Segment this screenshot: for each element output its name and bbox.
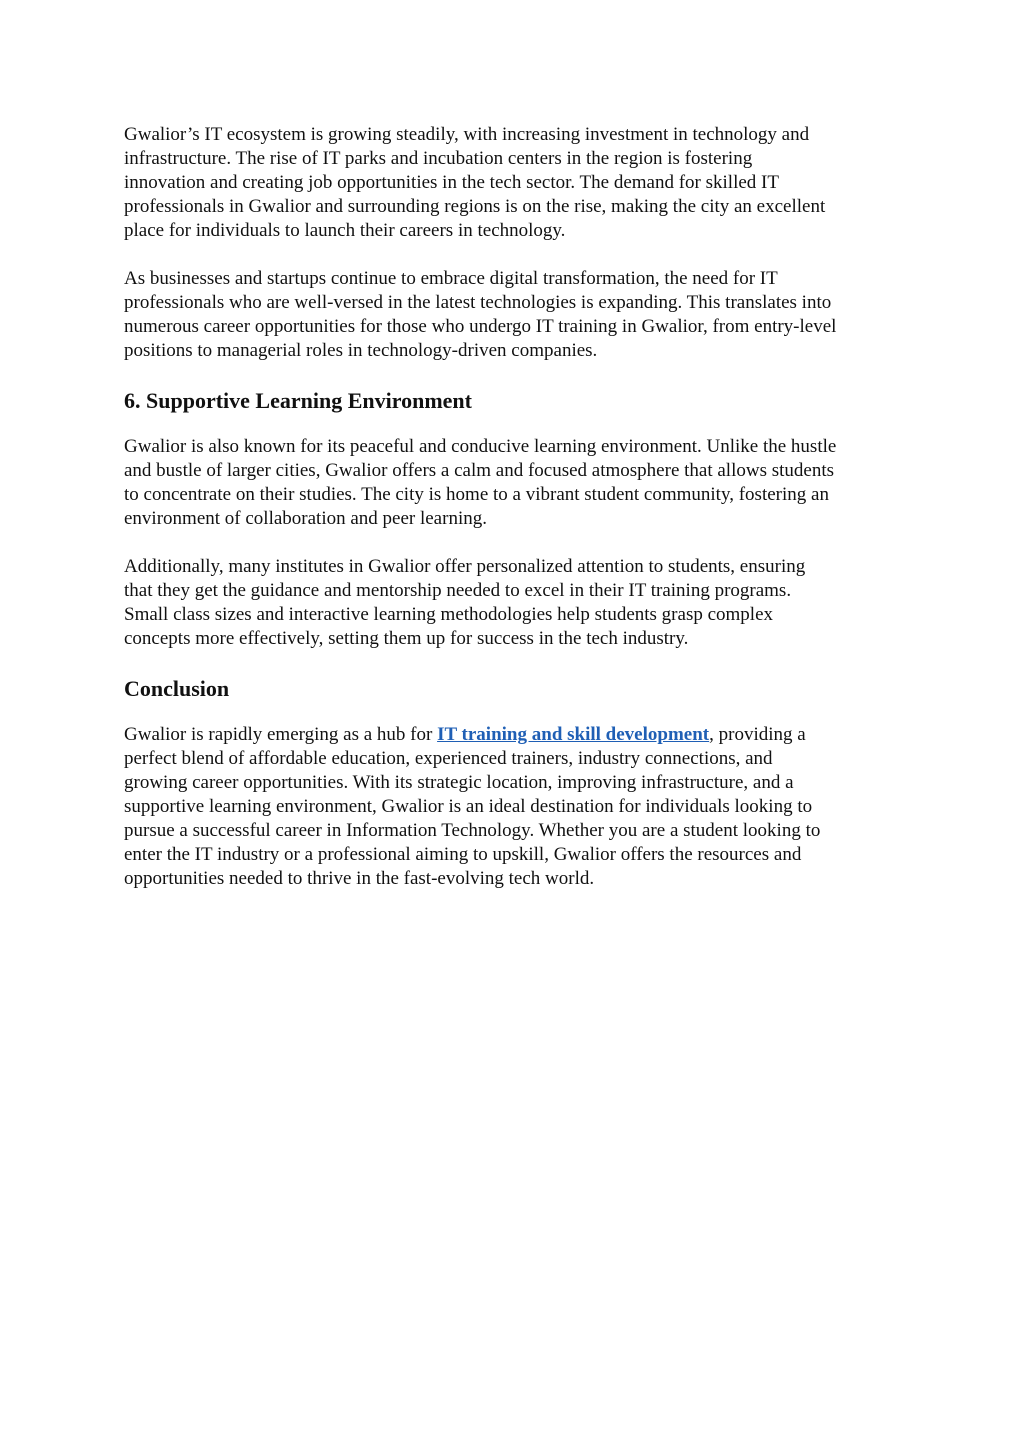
paragraph-digital-transformation: As businesses and startups continue to embrace digital transformation, the need for IT professionals who are well-versed in the latest technologies is expanding. This translates into numerous career opportunities for those who undergo IT training in Gwalior, from entry-level positions to managerial roles in technology-driven companies. [124,268,837,361]
paragraph-conclusion [124,723,914,891]
heading-supportive-learning: 6. Supportive Learning Environment [124,388,472,413]
paragraph-it-ecosystem: Gwalior’s IT ecosystem is growing steadily, with increasing investment in technology and infrastructure. The rise of IT parks and incubation centers in the region is fostering innovation and creating job opportunities in the tech sector. The demand for skilled IT professionals in Gwalior and surrounding regions is on the rise, making the city an excellent place for individuals to launch their careers in technology. [124,124,826,241]
paragraph-personalized-attention: Additionally, many institutes in Gwalior offer personalized attention to students, ensuring that they get the guidance and mentorship needed to excel in their IT training programs. Small class sizes and interactive learning methodologies help students grasp complex concepts more effectively, setting them up for success in the tech industry. [124,556,806,649]
it-training-link[interactable]: IT training and skill development [437,724,710,745]
heading-conclusion: Conclusion [124,676,230,701]
document-page [124,123,914,915]
conclusion-text-after-link: , providing a perfect blend of affordable education, experienced trainers, industry connections, and growing career opportunities. With its strategic location, improving infrastructure, and a supportive learning environment, Gwalior is an ideal destination for individuals looking to pursue a successful career in Information Technology. Whether you are a student looking to enter the IT industry or a professional aiming to upskill, Gwalior offers the resources and opportunities needed to thrive in the fast-evolving tech world. [124,724,821,889]
conclusion-text-before-link: Gwalior is rapidly emerging as a hub for [124,724,438,745]
paragraph-learning-environment: Gwalior is also known for its peaceful and conducive learning environment. Unlike the hustle and bustle of larger cities, Gwalior offers a calm and focused atmosphere that allows students to concentrate on their studies. The city is home to a vibrant student community, fostering an environment of collaboration and peer learning. [124,436,837,529]
